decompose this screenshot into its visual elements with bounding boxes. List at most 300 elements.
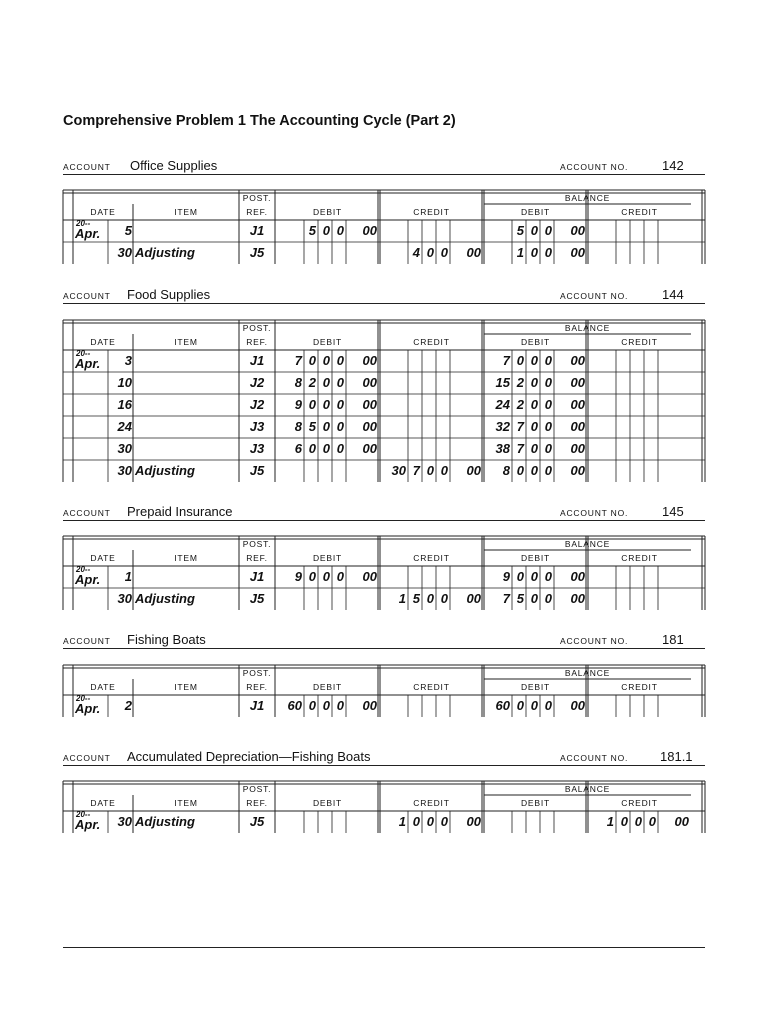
entry-day: 2 bbox=[124, 698, 132, 713]
entry-bal-credit-digit bbox=[588, 242, 614, 264]
entry-debit-digit bbox=[346, 242, 377, 264]
entry-bal-credit-digit: 00 bbox=[674, 814, 689, 829]
entry-bal-debit-digit: 0 bbox=[530, 397, 538, 412]
entry-bal-debit-digit: 9 bbox=[502, 569, 510, 584]
entry-bal-debit-digit: 0 bbox=[530, 223, 538, 238]
entry-bal-debit-digit: 5 bbox=[516, 591, 524, 606]
entry-credit-digit: 00 bbox=[466, 463, 481, 478]
entry-credit-digit bbox=[380, 566, 406, 588]
entry-credit-digit bbox=[436, 416, 448, 438]
entry-credit-digit: 00 bbox=[466, 591, 481, 606]
entry-credit-digit: 5 bbox=[412, 591, 420, 606]
entry-bal-debit-digit bbox=[526, 811, 538, 833]
entry-bal-credit-digit bbox=[616, 220, 628, 242]
entry-bal-credit-digit bbox=[616, 566, 628, 588]
account-header bbox=[63, 152, 705, 175]
entry-bal-debit-digit: 0 bbox=[544, 419, 552, 434]
ledger-table bbox=[63, 320, 705, 482]
account-header bbox=[63, 281, 705, 304]
entry-credit-digit bbox=[422, 438, 434, 460]
entry-credit-digit bbox=[408, 350, 420, 372]
entry-bal-debit-digit: 38 bbox=[495, 441, 510, 456]
col-post: POST. bbox=[242, 323, 272, 333]
entry-bal-credit-digit bbox=[588, 372, 614, 394]
entry-credit-digit bbox=[380, 242, 406, 264]
account-number: 181 bbox=[662, 632, 684, 647]
entry-bal-debit-digit: 0 bbox=[516, 569, 524, 584]
account-name: Fishing Boats bbox=[127, 632, 206, 647]
account-label: ACCOUNT bbox=[63, 162, 111, 172]
entry-credit-digit bbox=[450, 566, 481, 588]
account-no-label: ACCOUNT NO. bbox=[560, 753, 629, 763]
col-post: POST. bbox=[242, 668, 272, 678]
entry-item: Adjusting bbox=[135, 245, 195, 260]
entry-debit-digit: 0 bbox=[308, 353, 316, 368]
entry-credit-digit bbox=[436, 438, 448, 460]
entry-bal-credit-digit bbox=[644, 588, 656, 610]
entry-credit-digit bbox=[436, 220, 448, 242]
entry-debit-digit: 0 bbox=[308, 441, 316, 456]
col-credit: CREDIT bbox=[413, 337, 450, 347]
col-ref: REF. bbox=[246, 337, 268, 347]
entry-bal-credit-digit bbox=[630, 372, 642, 394]
entry-credit-digit: 4 bbox=[412, 245, 420, 260]
entry-bal-debit-digit: 00 bbox=[570, 353, 585, 368]
entry-credit-digit: 0 bbox=[426, 591, 434, 606]
entry-bal-debit-digit: 7 bbox=[502, 353, 510, 368]
entry-bal-credit-digit bbox=[658, 242, 689, 264]
entry-credit-digit bbox=[450, 350, 481, 372]
entry-bal-debit-digit: 0 bbox=[530, 569, 538, 584]
entry-month: Apr. bbox=[75, 356, 101, 371]
entry-debit-digit bbox=[332, 242, 344, 264]
entry-debit-digit: 5 bbox=[308, 223, 316, 238]
entry-bal-credit-digit bbox=[588, 588, 614, 610]
entry-credit-digit: 00 bbox=[466, 814, 481, 829]
entry-credit-digit bbox=[408, 220, 420, 242]
entry-debit-digit: 0 bbox=[322, 698, 330, 713]
entry-debit-digit: 0 bbox=[308, 698, 316, 713]
entry-credit-digit bbox=[450, 438, 481, 460]
entry-bal-debit-digit: 0 bbox=[516, 353, 524, 368]
account-name: Food Supplies bbox=[127, 287, 211, 302]
entry-credit-digit bbox=[436, 350, 448, 372]
entry-bal-debit-digit: 60 bbox=[495, 698, 510, 713]
col-bal-credit: CREDIT bbox=[621, 337, 658, 347]
entry-bal-debit-digit bbox=[484, 220, 510, 242]
entry-bal-debit-digit: 2 bbox=[516, 397, 524, 412]
entry-debit-digit bbox=[346, 588, 377, 610]
entry-year: 20-- bbox=[76, 810, 91, 819]
entry-debit-digit: 5 bbox=[308, 419, 316, 434]
account-name: Office Supplies bbox=[130, 158, 218, 173]
entry-day: 1 bbox=[124, 569, 132, 584]
entry-debit-digit: 00 bbox=[362, 397, 377, 412]
entry-bal-debit-digit: 15 bbox=[495, 375, 510, 390]
entry-bal-debit-digit: 00 bbox=[570, 463, 585, 478]
entry-item bbox=[135, 695, 237, 717]
entry-bal-debit-digit: 1 bbox=[516, 245, 524, 260]
entry-bal-credit-digit bbox=[630, 588, 642, 610]
entry-bal-debit-digit: 0 bbox=[516, 698, 524, 713]
entry-debit-digit bbox=[332, 811, 344, 833]
col-item: ITEM bbox=[174, 553, 198, 563]
entry-bal-debit-digit: 0 bbox=[530, 419, 538, 434]
entry-credit-digit bbox=[450, 416, 481, 438]
entry-debit-digit: 00 bbox=[362, 353, 377, 368]
entry-debit-digit: 0 bbox=[336, 569, 344, 584]
entry-credit-digit: 0 bbox=[440, 591, 448, 606]
entry-ref: J5 bbox=[249, 463, 265, 478]
col-bal-credit: CREDIT bbox=[621, 207, 658, 217]
entry-bal-debit-digit bbox=[512, 811, 524, 833]
col-ref: REF. bbox=[246, 207, 268, 217]
entry-credit-digit bbox=[380, 372, 406, 394]
entry-credit-digit bbox=[380, 416, 406, 438]
col-item: ITEM bbox=[174, 337, 198, 347]
entry-credit-digit bbox=[408, 695, 420, 717]
entry-day: 5 bbox=[124, 223, 132, 238]
account-number: 145 bbox=[662, 504, 684, 519]
entry-bal-debit-digit: 0 bbox=[530, 375, 538, 390]
entry-bal-credit-digit bbox=[630, 695, 642, 717]
entry-debit-digit: 9 bbox=[294, 397, 302, 412]
col-bal-debit: DEBIT bbox=[520, 682, 551, 692]
entry-bal-debit-digit: 7 bbox=[502, 591, 510, 606]
entry-bal-debit-digit: 0 bbox=[530, 698, 538, 713]
entry-bal-debit-digit: 0 bbox=[544, 245, 552, 260]
entry-day: 30 bbox=[117, 591, 132, 606]
entry-item bbox=[135, 350, 237, 372]
account-number: 181.1 bbox=[660, 749, 693, 764]
entry-credit-digit bbox=[450, 394, 481, 416]
entry-credit-digit bbox=[380, 394, 406, 416]
account-header bbox=[63, 626, 705, 649]
entry-credit-digit bbox=[422, 394, 434, 416]
entry-debit-digit: 60 bbox=[287, 698, 302, 713]
entry-item bbox=[135, 372, 237, 394]
entry-credit-digit bbox=[436, 394, 448, 416]
entry-bal-credit-digit bbox=[644, 566, 656, 588]
entry-credit-digit bbox=[422, 695, 434, 717]
entry-debit-digit bbox=[318, 460, 330, 482]
entry-bal-debit-digit: 24 bbox=[495, 397, 510, 412]
col-bal-debit: DEBIT bbox=[520, 337, 551, 347]
entry-month: Apr. bbox=[75, 226, 101, 241]
col-date: DATE bbox=[90, 553, 116, 563]
col-balance: BALANCE bbox=[564, 784, 611, 794]
entry-debit-digit bbox=[332, 460, 344, 482]
entry-bal-debit-digit: 0 bbox=[544, 397, 552, 412]
col-post: POST. bbox=[242, 193, 272, 203]
account-number: 144 bbox=[662, 287, 684, 302]
entry-bal-credit-digit bbox=[644, 695, 656, 717]
entry-bal-credit-digit bbox=[588, 566, 614, 588]
entry-bal-credit-digit bbox=[658, 460, 689, 482]
entry-bal-credit-digit bbox=[630, 416, 642, 438]
col-date: DATE bbox=[90, 337, 116, 347]
entry-month: Apr. bbox=[75, 572, 101, 587]
entry-bal-credit-digit bbox=[630, 566, 642, 588]
entry-debit-digit: 0 bbox=[322, 569, 330, 584]
entry-debit-digit: 7 bbox=[294, 353, 302, 368]
entry-debit-digit: 00 bbox=[362, 569, 377, 584]
account-no-label: ACCOUNT NO. bbox=[560, 291, 629, 301]
entry-item: Adjusting bbox=[135, 463, 195, 478]
entry-bal-debit-digit: 0 bbox=[530, 353, 538, 368]
entry-ref: J5 bbox=[249, 245, 265, 260]
entry-credit-digit: 00 bbox=[466, 245, 481, 260]
entry-debit-digit: 0 bbox=[336, 441, 344, 456]
entry-bal-credit-digit bbox=[616, 588, 628, 610]
entry-bal-debit-digit: 0 bbox=[544, 463, 552, 478]
entry-day: 30 bbox=[117, 814, 132, 829]
entry-ref: J3 bbox=[249, 441, 265, 456]
entry-debit-digit bbox=[276, 588, 302, 610]
entry-bal-credit-digit bbox=[588, 394, 614, 416]
entry-bal-debit-digit: 00 bbox=[570, 375, 585, 390]
entry-credit-digit bbox=[422, 350, 434, 372]
entry-credit-digit: 0 bbox=[412, 814, 420, 829]
entry-bal-credit-digit bbox=[616, 242, 628, 264]
entry-bal-credit-digit: 0 bbox=[634, 814, 642, 829]
entry-debit-digit bbox=[276, 460, 302, 482]
entry-debit-digit: 0 bbox=[336, 353, 344, 368]
entry-debit-digit: 0 bbox=[322, 419, 330, 434]
entry-bal-debit-digit bbox=[484, 242, 510, 264]
entry-bal-credit-digit bbox=[658, 695, 689, 717]
entry-bal-debit-digit: 32 bbox=[495, 419, 510, 434]
col-bal-debit: DEBIT bbox=[520, 798, 551, 808]
account-header bbox=[63, 498, 705, 521]
entry-bal-credit-digit bbox=[616, 416, 628, 438]
entry-debit-digit: 0 bbox=[308, 569, 316, 584]
entry-bal-credit-digit bbox=[658, 394, 689, 416]
entry-day: 3 bbox=[124, 353, 132, 368]
entry-credit-digit: 1 bbox=[398, 591, 406, 606]
entry-bal-debit-digit: 0 bbox=[544, 698, 552, 713]
entry-debit-digit: 00 bbox=[362, 223, 377, 238]
entry-debit-digit: 2 bbox=[308, 375, 316, 390]
entry-credit-digit bbox=[422, 372, 434, 394]
entry-bal-debit-digit: 0 bbox=[544, 569, 552, 584]
entry-day: 30 bbox=[117, 463, 132, 478]
account-number: 142 bbox=[662, 158, 684, 173]
entry-day: 24 bbox=[117, 419, 132, 434]
entry-item: Adjusting bbox=[135, 814, 195, 829]
entry-debit-digit: 00 bbox=[362, 375, 377, 390]
entry-bal-debit-digit bbox=[540, 811, 552, 833]
entry-credit-digit: 0 bbox=[426, 463, 434, 478]
entry-year: 20-- bbox=[76, 219, 91, 228]
entry-credit-digit bbox=[422, 566, 434, 588]
entry-bal-debit-digit: 00 bbox=[570, 591, 585, 606]
entry-credit-digit: 0 bbox=[440, 245, 448, 260]
entry-bal-debit-digit: 00 bbox=[570, 441, 585, 456]
entry-bal-credit-digit bbox=[644, 438, 656, 460]
entry-credit-digit bbox=[408, 394, 420, 416]
entry-bal-credit-digit bbox=[630, 460, 642, 482]
entry-bal-credit-digit bbox=[616, 372, 628, 394]
col-credit: CREDIT bbox=[413, 798, 450, 808]
entry-day: 30 bbox=[117, 441, 132, 456]
page-title: Comprehensive Problem 1 The Accounting Cycle (Part 2) bbox=[63, 113, 456, 129]
col-date: DATE bbox=[90, 798, 116, 808]
entry-ref: J2 bbox=[249, 375, 265, 390]
bottom-rule bbox=[63, 947, 705, 948]
entry-bal-debit-digit: 0 bbox=[516, 463, 524, 478]
col-balance: BALANCE bbox=[564, 193, 611, 203]
account-no-label: ACCOUNT NO. bbox=[560, 636, 629, 646]
entry-bal-credit-digit bbox=[658, 220, 689, 242]
entry-credit-digit: 1 bbox=[398, 814, 406, 829]
entry-ref: J2 bbox=[249, 397, 265, 412]
entry-credit-digit bbox=[380, 695, 406, 717]
entry-credit-digit bbox=[436, 695, 448, 717]
col-balance: BALANCE bbox=[564, 323, 611, 333]
ledger-table bbox=[63, 665, 705, 717]
col-ref: REF. bbox=[246, 682, 268, 692]
entry-bal-credit-digit bbox=[644, 242, 656, 264]
entry-bal-credit-digit: 0 bbox=[620, 814, 628, 829]
entry-debit-digit: 6 bbox=[294, 441, 302, 456]
entry-bal-credit-digit bbox=[658, 566, 689, 588]
col-debit: DEBIT bbox=[312, 337, 343, 347]
entry-item: Adjusting bbox=[135, 591, 195, 606]
entry-item bbox=[135, 220, 237, 242]
entry-day: 10 bbox=[117, 375, 132, 390]
col-bal-credit: CREDIT bbox=[621, 553, 658, 563]
entry-credit-digit bbox=[408, 438, 420, 460]
entry-credit-digit: 0 bbox=[440, 814, 448, 829]
ledger-table bbox=[63, 536, 705, 610]
col-balance: BALANCE bbox=[564, 539, 611, 549]
entry-item bbox=[135, 566, 237, 588]
entry-bal-debit-digit: 00 bbox=[570, 397, 585, 412]
entry-bal-credit-digit bbox=[588, 460, 614, 482]
entry-debit-digit bbox=[318, 811, 330, 833]
entry-bal-debit-digit bbox=[554, 811, 585, 833]
account-name: Prepaid Insurance bbox=[127, 504, 233, 519]
entry-credit-digit bbox=[422, 220, 434, 242]
col-post: POST. bbox=[242, 784, 272, 794]
entry-debit-digit: 0 bbox=[322, 397, 330, 412]
entry-debit-digit: 0 bbox=[322, 223, 330, 238]
entry-bal-debit-digit: 00 bbox=[570, 569, 585, 584]
entry-bal-debit-digit: 0 bbox=[530, 245, 538, 260]
col-date: DATE bbox=[90, 207, 116, 217]
col-bal-debit: DEBIT bbox=[520, 207, 551, 217]
entry-bal-debit-digit: 0 bbox=[530, 441, 538, 456]
col-debit: DEBIT bbox=[312, 553, 343, 563]
entry-bal-credit-digit bbox=[616, 438, 628, 460]
entry-bal-credit-digit bbox=[630, 350, 642, 372]
entry-item bbox=[135, 416, 237, 438]
entry-day: 16 bbox=[117, 397, 132, 412]
entry-debit-digit: 8 bbox=[294, 375, 302, 390]
entry-credit-digit bbox=[380, 438, 406, 460]
col-balance: BALANCE bbox=[564, 668, 611, 678]
account-label: ACCOUNT bbox=[63, 291, 111, 301]
entry-bal-credit-digit bbox=[658, 350, 689, 372]
entry-bal-credit-digit bbox=[644, 460, 656, 482]
entry-bal-credit-digit bbox=[616, 695, 628, 717]
entry-bal-credit-digit bbox=[616, 460, 628, 482]
entry-bal-debit-digit: 00 bbox=[570, 245, 585, 260]
col-credit: CREDIT bbox=[413, 682, 450, 692]
col-credit: CREDIT bbox=[413, 553, 450, 563]
entry-month: Apr. bbox=[75, 817, 101, 832]
account-no-label: ACCOUNT NO. bbox=[560, 508, 629, 518]
entry-bal-credit-digit bbox=[644, 350, 656, 372]
entry-bal-credit-digit bbox=[588, 350, 614, 372]
entry-debit-digit bbox=[276, 220, 302, 242]
entry-bal-debit-digit: 0 bbox=[544, 223, 552, 238]
entry-item bbox=[135, 438, 237, 460]
entry-debit-digit: 0 bbox=[308, 397, 316, 412]
entry-debit-digit bbox=[276, 811, 302, 833]
entry-bal-credit-digit bbox=[658, 438, 689, 460]
entry-bal-debit-digit: 0 bbox=[544, 441, 552, 456]
entry-debit-digit: 0 bbox=[336, 419, 344, 434]
entry-debit-digit: 0 bbox=[336, 698, 344, 713]
col-bal-credit: CREDIT bbox=[621, 798, 658, 808]
account-label: ACCOUNT bbox=[63, 636, 111, 646]
entry-bal-credit-digit bbox=[644, 372, 656, 394]
entry-bal-debit-digit: 0 bbox=[530, 591, 538, 606]
entry-debit-digit: 00 bbox=[362, 419, 377, 434]
entry-debit-digit: 00 bbox=[362, 698, 377, 713]
entry-debit-digit bbox=[304, 588, 316, 610]
entry-bal-debit-digit: 8 bbox=[502, 463, 510, 478]
entry-debit-digit bbox=[346, 811, 377, 833]
entry-bal-credit-digit bbox=[630, 438, 642, 460]
entry-bal-debit-digit: 0 bbox=[544, 353, 552, 368]
entry-bal-credit-digit: 0 bbox=[648, 814, 656, 829]
entry-bal-debit-digit: 7 bbox=[516, 441, 524, 456]
entry-debit-digit: 8 bbox=[294, 419, 302, 434]
entry-bal-debit-digit: 0 bbox=[544, 375, 552, 390]
entry-year: 20-- bbox=[76, 694, 91, 703]
entry-debit-digit: 0 bbox=[336, 397, 344, 412]
col-item: ITEM bbox=[174, 682, 198, 692]
account-label: ACCOUNT bbox=[63, 508, 111, 518]
entry-bal-debit-digit: 00 bbox=[570, 419, 585, 434]
entry-bal-credit-digit bbox=[644, 416, 656, 438]
entry-item bbox=[135, 394, 237, 416]
col-item: ITEM bbox=[174, 207, 198, 217]
entry-credit-digit bbox=[380, 220, 406, 242]
entry-bal-credit-digit bbox=[658, 372, 689, 394]
col-bal-debit: DEBIT bbox=[520, 553, 551, 563]
ledger-table bbox=[63, 781, 705, 833]
entry-bal-credit-digit bbox=[630, 394, 642, 416]
entry-month: Apr. bbox=[75, 701, 101, 716]
entry-bal-credit-digit bbox=[616, 350, 628, 372]
entry-bal-debit-digit: 00 bbox=[570, 223, 585, 238]
col-bal-credit: CREDIT bbox=[621, 682, 658, 692]
entry-ref: J1 bbox=[249, 698, 265, 713]
entry-debit-digit bbox=[346, 460, 377, 482]
entry-bal-credit-digit bbox=[588, 220, 614, 242]
col-ref: REF. bbox=[246, 553, 268, 563]
entry-bal-credit-digit bbox=[644, 220, 656, 242]
entry-year: 20-- bbox=[76, 565, 91, 574]
entry-debit-digit: 00 bbox=[362, 441, 377, 456]
entry-bal-credit-digit bbox=[630, 220, 642, 242]
entry-credit-digit: 7 bbox=[412, 463, 420, 478]
entry-ref: J1 bbox=[249, 569, 265, 584]
